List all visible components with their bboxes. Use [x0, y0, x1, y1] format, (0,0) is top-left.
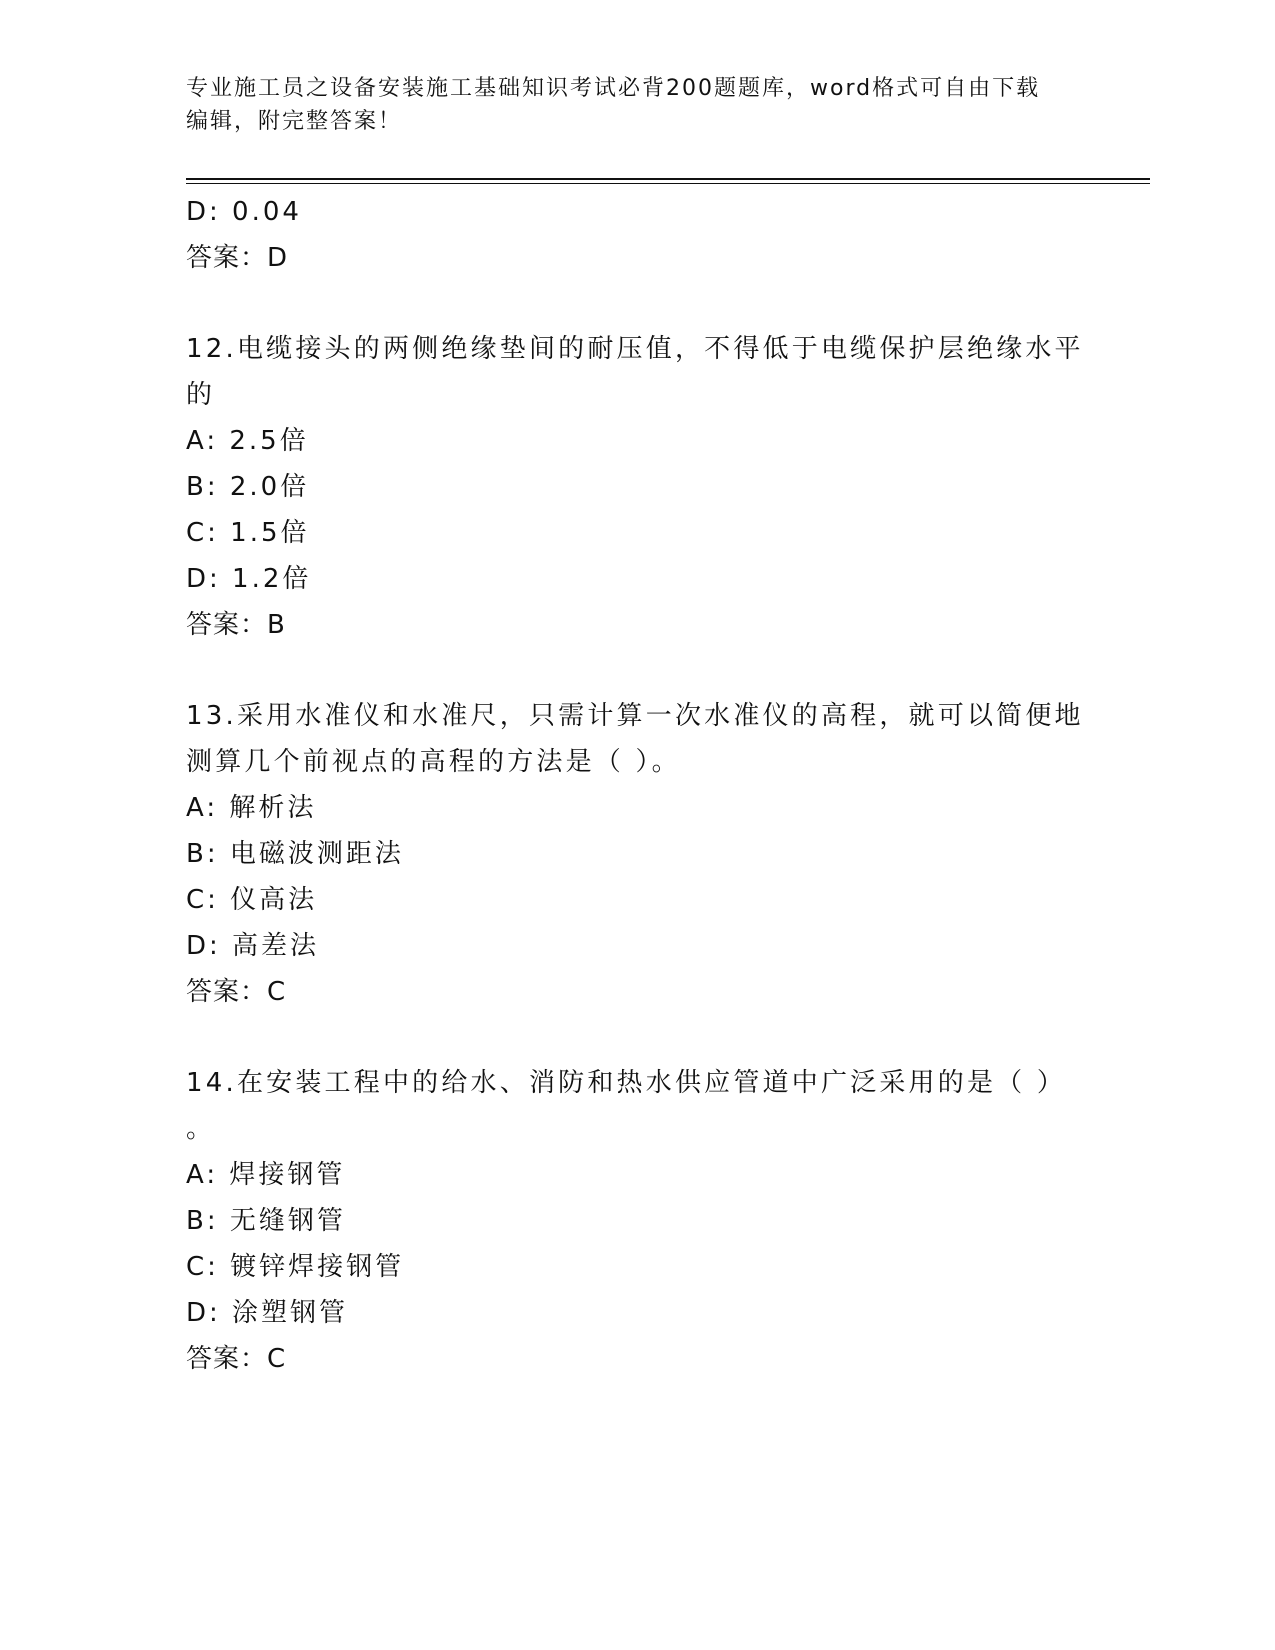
option-c: C: 镀锌焊接钢管	[186, 1252, 405, 1282]
option-b: B: 无缝钢管	[186, 1206, 346, 1236]
prev-question-option-d: D: 0.04	[186, 197, 302, 227]
header-divider-thin	[186, 183, 1150, 184]
question-stem-line-2: 的	[186, 380, 216, 410]
question-stem-line-2: 测算几个前视点的高程的方法是（ ）。	[186, 747, 681, 777]
question-stem-line-1: 14.在安装工程中的给水、消防和热水供应管道中广泛采用的是（ ）	[186, 1068, 1067, 1098]
prev-question-answer: 答案：D	[186, 243, 289, 273]
question-stem-line-1: 12.电缆接头的两侧绝缘垫间的耐压值，不得低于电缆保护层绝缘水平	[186, 334, 1084, 364]
option-c: C: 1.5倍	[186, 518, 310, 548]
question-12	[186, 326, 1086, 648]
option-d: D: 涂塑钢管	[186, 1298, 349, 1328]
question-14	[186, 1060, 1086, 1382]
question-answer: 答案：B	[186, 610, 286, 640]
question-stem-line-1: 13.采用水准仪和水准尺，只需计算一次水准仪的高程，就可以简便地	[186, 701, 1084, 731]
document-header	[186, 72, 1066, 138]
option-d: D: 1.2倍	[186, 564, 312, 594]
spacer	[186, 648, 1086, 693]
option-a: A: 焊接钢管	[186, 1160, 346, 1190]
option-a: A: 2.5倍	[186, 426, 309, 456]
option-b: B: 2.0倍	[186, 472, 310, 502]
header-divider-thick	[186, 178, 1150, 180]
spacer	[186, 281, 1086, 326]
document-body	[186, 189, 1086, 1382]
question-answer: 答案：C	[186, 1344, 287, 1374]
question-13	[186, 693, 1086, 1015]
question-stem-line-2: 。	[186, 1114, 216, 1144]
spacer	[186, 1015, 1086, 1060]
option-c: C: 仪高法	[186, 885, 318, 915]
header-line-2: 编辑，附完整答案！	[186, 109, 403, 134]
option-b: B: 电磁波测距法	[186, 839, 404, 869]
question-answer: 答案：C	[186, 977, 287, 1007]
option-a: A: 解析法	[186, 793, 317, 823]
option-d: D: 高差法	[186, 931, 320, 961]
header-line-1: 专业施工员之设备安装施工基础知识考试必背200题题库，word格式可自由下载	[186, 76, 1041, 101]
